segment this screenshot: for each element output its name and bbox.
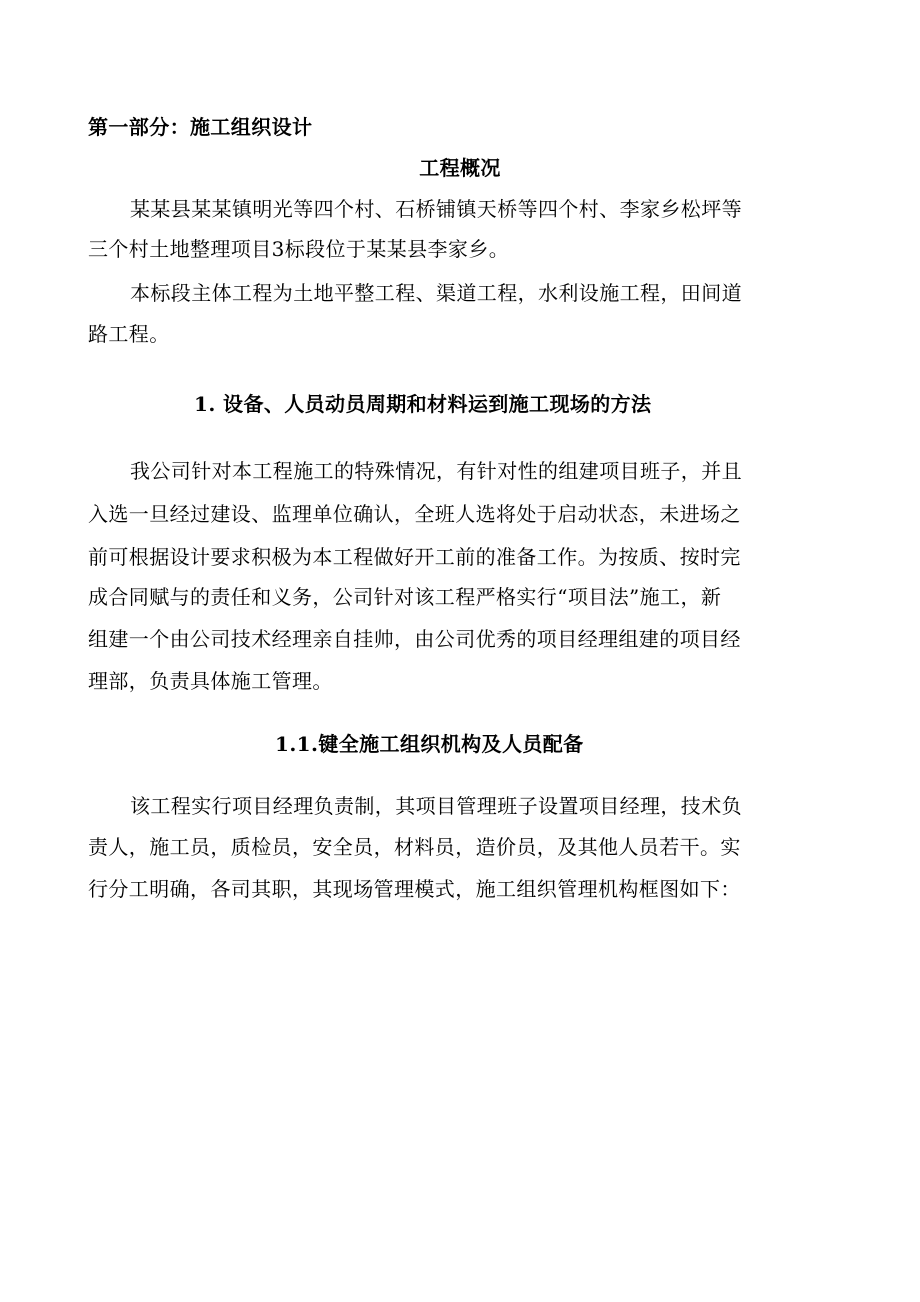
section-1-1-paragraph-line-2: 责人，施工员，质检员，安全员，材料员，造价员，及其他人员若干。实	[88, 835, 741, 859]
section-1-paragraph-line-5: 组建一个由公司技术经理亲自挂帅，由公司优秀的项目经理组建的项目经	[88, 627, 741, 651]
overview-paragraph-2-line-1: 本标段主体工程为土地平整工程、渠道工程，水利设施工程，田间道	[130, 281, 742, 305]
overview-paragraph-2-line-2: 路工程。	[88, 322, 170, 346]
section-1-paragraph-line-4: 成合同赋与的责任和义务，公司针对该工程严格实行“项目法”施工，新	[88, 585, 722, 609]
section-1-paragraph-line-2: 入选一旦经过建设、监理单位确认，全班人选将处于启动状态，未进场之	[88, 502, 741, 526]
section-1-1-paragraph-line-3: 行分工明确，各司其职，其现场管理模式，施工组织管理机构框图如下：	[88, 877, 741, 901]
overview-paragraph-1-line-2: 三个村土地整理项目3标段位于某某县李家乡。	[88, 237, 510, 261]
part-title: 第一部分：施工组织设计	[88, 115, 313, 139]
section-1-1-paragraph-line-1: 该工程实行项目经理负责制，其项目管理班子设置项目经理，技术负	[130, 794, 742, 818]
overview-heading: 工程概况	[419, 156, 501, 180]
section-1-1-heading: 1.1.键全施工组织机构及人员配备	[275, 732, 584, 756]
section-1-paragraph-line-6: 理部，负责具体施工管理。	[88, 669, 333, 693]
section-1-paragraph-line-1: 我公司针对本工程施工的特殊情况，有针对性的组建项目班子，并且	[130, 459, 742, 483]
overview-paragraph-1-line-1: 某某县某某镇明光等四个村、石桥铺镇天桥等四个村、李家乡松坪等	[130, 197, 742, 221]
section-1-heading: 1. 设备、人员动员周期和材料运到施工现场的方法	[194, 392, 652, 416]
section-1-paragraph-line-3: 前可根据设计要求积极为本工程做好开工前的准备工作。为按质、按时完	[88, 545, 741, 569]
